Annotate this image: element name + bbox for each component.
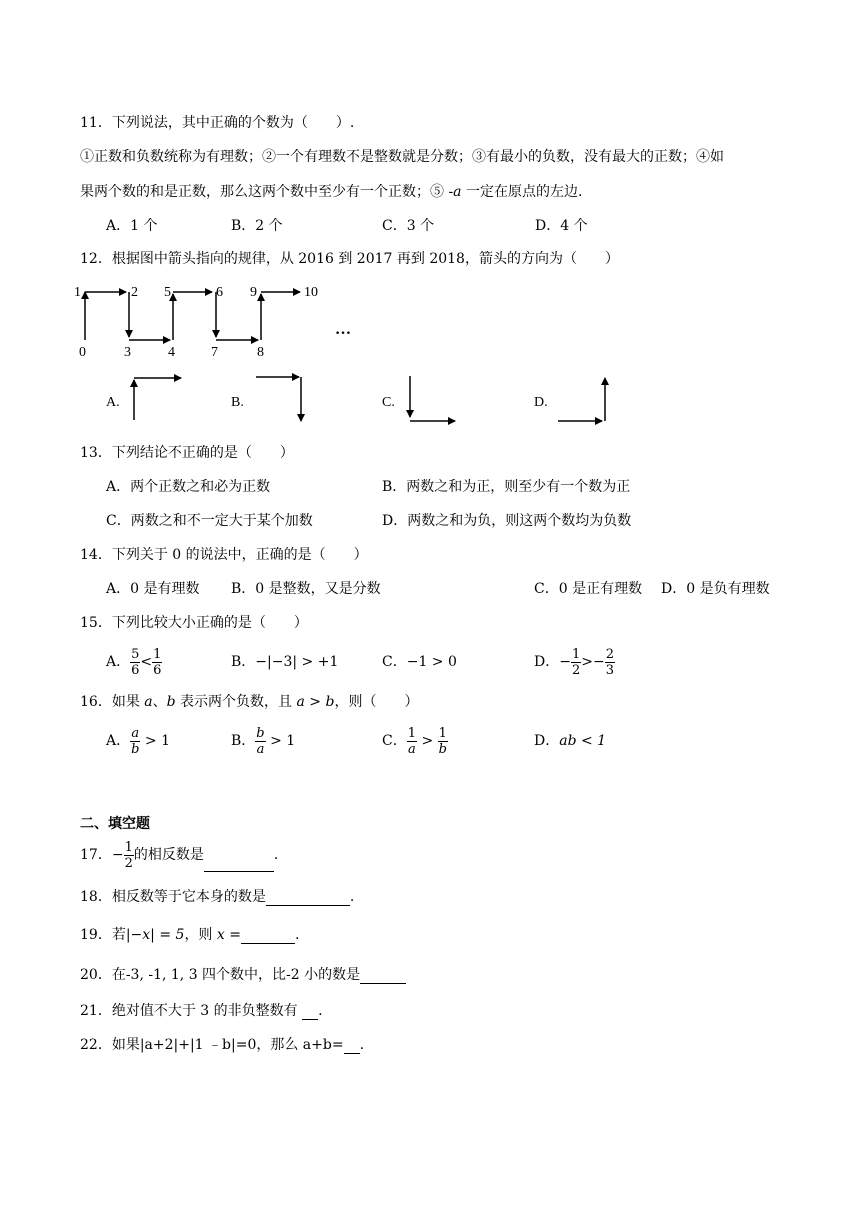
q11-option-a: A．1 个 xyxy=(106,218,158,234)
q15-option-d: D．− $\frac{1}{2}$ >− $\frac{2}{3}$ xyxy=(534,646,614,678)
q15-option-b: B．−|−3| > +1 xyxy=(231,654,339,670)
q16-option-a: A． $\frac{a}{b}$ > 1 xyxy=(106,725,170,757)
answer-blank[interactable] xyxy=(241,927,295,944)
q16-option-d: D．ab < 1 xyxy=(534,733,607,749)
q21: 21．绝对值不大于 3 的非负整数有 . xyxy=(80,1003,323,1019)
num-4: 4 xyxy=(168,345,175,360)
q14-option-d: D．0 是负有理数 xyxy=(661,581,770,597)
q15-stem: 15．下列比较大小正确的是（ ） xyxy=(80,615,308,631)
q13-option-b: B．两数之和为正，则至少有一个数为正 xyxy=(382,479,631,495)
q20: 20．在-3, -1, 1, 3 四个数中，比-2 小的数是 xyxy=(80,966,406,984)
num-1: 1 xyxy=(74,285,81,300)
q18: 18．相反数等于它本身的数是 . xyxy=(80,889,355,905)
q12-option-a-label: A. xyxy=(106,395,120,410)
q13-option-a: A．两个正数之和必为正数 xyxy=(106,479,271,495)
answer-blank[interactable] xyxy=(302,1003,318,1020)
q17: 17．− $\frac{1}{2}$ 的相反数是 . xyxy=(80,839,279,871)
num-3: 3 xyxy=(124,345,131,360)
q19: 19．若|−x| = 5，则 x = . xyxy=(80,927,300,943)
num-6: 6 xyxy=(216,285,223,300)
q16-option-b: B． $\frac{b}{a}$ > 1 xyxy=(231,725,296,757)
num-8: 8 xyxy=(257,345,264,360)
num-0: 0 xyxy=(79,345,86,360)
q16-option-c: C． $\frac{1}{a}$ > $\frac{1}{b}$ xyxy=(382,725,447,757)
q13-option-d: D．两数之和为负，则这两个数均为负数 xyxy=(382,513,632,529)
num-7: 7 xyxy=(211,345,218,360)
q11-stem: 11．下列说法，其中正确的个数为（ ）. xyxy=(80,115,355,131)
q13-option-c: C．两数之和不一定大于某个加数 xyxy=(106,513,313,529)
section-title: 二、填空题 xyxy=(80,816,150,832)
q13-stem: 13．下列结论不正确的是（ ） xyxy=(80,445,294,461)
q11-option-b: B．2 个 xyxy=(231,218,283,234)
q12-option-b-arrows xyxy=(256,377,301,421)
q16-stem: 16．如果 a、b 表示两个负数，且 a > b，则（ ） xyxy=(80,694,419,710)
q12-stem: 12．根据图中箭头指向的规律，从 2016 到 2017 再到 2018，箭头的方向为（ ） xyxy=(80,251,619,267)
num-5: 5 xyxy=(164,285,171,300)
q12-option-d-arrows xyxy=(558,378,605,421)
answer-blank[interactable] xyxy=(204,855,274,872)
answer-blank[interactable] xyxy=(344,1037,360,1054)
q22: 22．如果|a+2|+|1 ﹣b|=0，那么 a+b= . xyxy=(80,1037,365,1053)
q12-option-c-arrows xyxy=(410,376,455,421)
num-10: 10 xyxy=(304,285,318,300)
q15-option-c: C．−1 > 0 xyxy=(382,654,457,670)
q14-stem: 14．下列关于 0 的说法中，正确的是（ ） xyxy=(80,547,368,563)
q15-option-a: A． $\frac{5}{6}$ < $\frac{1}{6}$ xyxy=(106,646,162,678)
q12-arrow-diagram xyxy=(0,0,868,460)
q14-option-a: A．0 是有理数 xyxy=(106,581,200,597)
answer-blank[interactable] xyxy=(360,967,406,984)
q11-option-c: C．3 个 xyxy=(382,218,435,234)
q12-option-b-label: B. xyxy=(231,395,244,410)
q12-option-a-arrows xyxy=(134,378,181,420)
q12-option-c-label: C. xyxy=(382,395,395,410)
q11-option-d: D．4 个 xyxy=(535,218,588,234)
ellipsis: … xyxy=(335,321,351,338)
q11-statements-line2: 果两个数的和是正数，那么这两个数中至少有一个正数；⑤ -a 一定在原点的左边. xyxy=(80,184,583,200)
answer-blank[interactable] xyxy=(266,889,350,906)
num-9: 9 xyxy=(250,285,257,300)
q12-option-d-label: D. xyxy=(534,395,548,410)
q14-option-c: C．0 是正有理数 xyxy=(534,581,643,597)
num-2: 2 xyxy=(131,285,138,300)
q14-option-b: B．0 是整数，又是分数 xyxy=(231,581,381,597)
q11-statements-line1: ①正数和负数统称为有理数；②一个有理数不是整数就是分数；③有最小的负数，没有最大的正数；④如 xyxy=(80,149,724,165)
